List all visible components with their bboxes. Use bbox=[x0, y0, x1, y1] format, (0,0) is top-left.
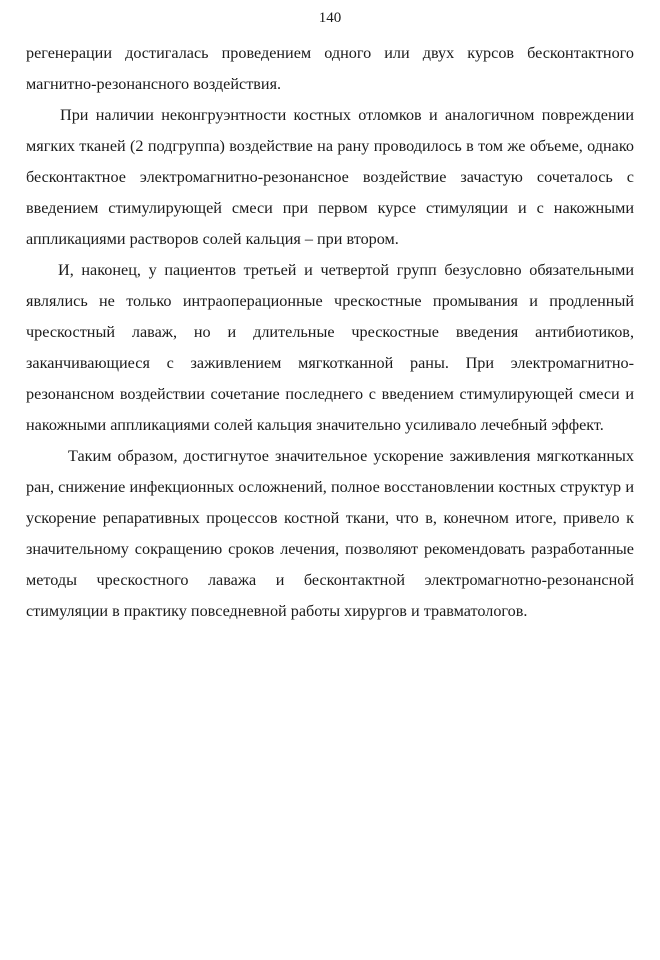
paragraph-groups-3-4: И, наконец, у пациентов третьей и четвертой групп безусловно обязательными являлись не только интраоперационные чрескостные промывания и продленный чрескостный лаваж, но и длительные чрескостные введения антибиотиков, заканчивающиеся с заживлением мягкотканной раны. При электромагнитно-резонансном воздействии сочетание последнего с введением стимулирующей смеси и накожными аппликациями солей кальция значительно усиливало лечебный эффект. bbox=[26, 261, 634, 434]
paragraph-conclusion: Таким образом, достигнутое значительное ускорение заживления мягкотканных ран, снижение инфекционных осложнений, полное восстановлении костных структур и ускорение репаративных процессов костной ткани, что в, конечном итоге, привело к значительному сокращению сроков лечения, позволяют рекомендовать разработанные методы чрескостного лаважа и бесконтактной электромагнотно-резонансной стимуляции в практику повседневной работы хирургов и травматологов. bbox=[26, 447, 634, 620]
document-body bbox=[26, 38, 634, 627]
paragraph-subgroup-2: При наличии неконгруэнтности костных отломков и аналогичном повреждении мягких тканей (2 подгруппа) воздействие на рану проводилось в том же объеме, однако бесконтактное электромагнитно-резонансное воздействие зачастую сочеталось с введением стимулирующей смеси при первом курсе стимуляции и с накожными аппликациями растворов солей кальция – при втором. bbox=[26, 106, 634, 248]
paragraph-continuation: регенерации достигалась проведением одного или двух курсов бесконтактного магнитно-резонансного воздействия. bbox=[26, 44, 634, 93]
page-number: 140 bbox=[318, 10, 342, 26]
